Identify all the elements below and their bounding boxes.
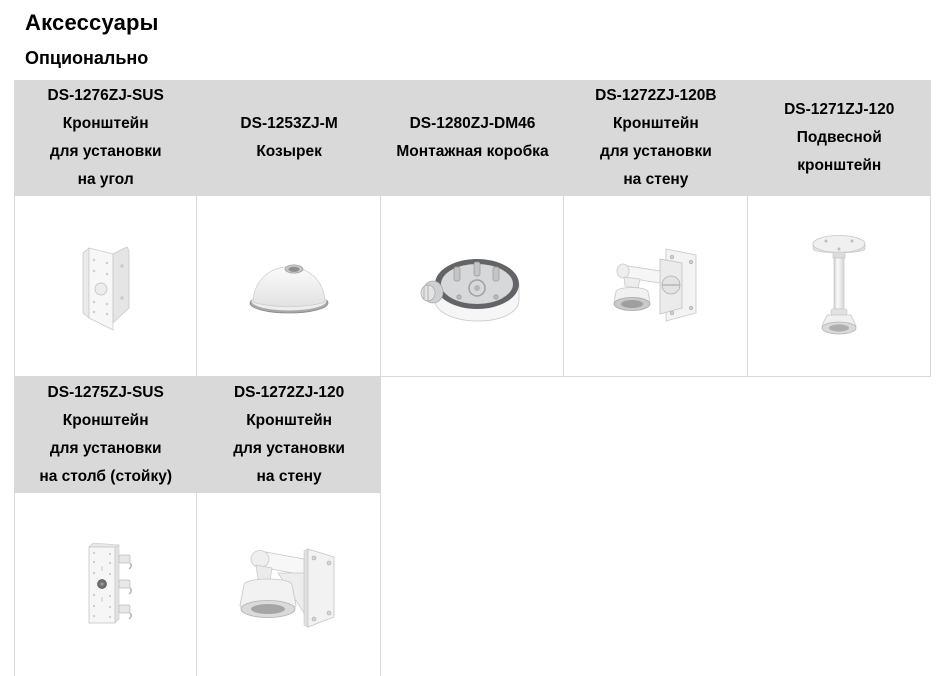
- image-row-1: [14, 196, 931, 377]
- accessory-desc-line: Козырек: [256, 143, 322, 160]
- accessory-desc-line: на угол: [77, 171, 134, 188]
- header-row-2: [14, 377, 381, 493]
- wall-mount-bracket-image: [234, 528, 344, 642]
- accessory-desc-line: на стену: [256, 468, 322, 485]
- product-image-cell: [197, 196, 380, 377]
- accessory-desc-line: Кронштейн: [62, 412, 149, 429]
- product-image-cell: [381, 196, 564, 377]
- accessory-model: DS-1275ZJ-SUS: [47, 384, 164, 401]
- product-image-cell: [748, 196, 931, 377]
- accessory-desc-line: кронштейн: [797, 157, 882, 174]
- accessory-desc-line: для установки: [599, 143, 712, 160]
- accessory-desc-line: Монтажная коробка: [396, 143, 549, 160]
- accessories-table: [14, 80, 931, 676]
- pendant-mount-image: [810, 231, 868, 341]
- accessory-model: DS-1276ZJ-SUS: [47, 87, 164, 104]
- accessory-desc-line: для установки: [49, 143, 162, 160]
- accessory-model: DS-1271ZJ-120: [784, 101, 895, 118]
- accessory-header-ds-1253zj-m: [197, 80, 380, 196]
- product-image-cell: [197, 493, 380, 676]
- accessory-header-ds-1276zj-sus: [14, 80, 197, 196]
- header-row-1: [14, 80, 931, 196]
- accessory-desc-line: Подвесной: [796, 129, 882, 146]
- accessory-model: DS-1272ZJ-120B: [595, 87, 717, 104]
- accessory-header-ds-1272zj-120b: [564, 80, 747, 196]
- product-image-cell: [14, 493, 197, 676]
- page-subtitle: Опционально: [25, 48, 149, 68]
- accessory-desc-line: Кронштейн: [62, 115, 149, 132]
- wall-mount-with-junction-box-image: [608, 235, 702, 337]
- accessory-model: DS-1272ZJ-120: [233, 384, 345, 401]
- accessory-desc-line: Кронштейн: [612, 115, 699, 132]
- junction-box-image: [417, 244, 527, 328]
- corner-mount-bracket-image: [77, 240, 135, 332]
- page-title: Аксессуары: [25, 10, 159, 35]
- rain-shade-image: [246, 255, 332, 317]
- accessory-desc-line: Кронштейн: [246, 412, 332, 429]
- accessory-desc-line: для установки: [49, 440, 162, 457]
- accessory-desc-line: на столб (стойку): [39, 468, 172, 485]
- product-image-cell: [564, 196, 747, 377]
- accessory-model: DS-1280ZJ-DM46: [409, 115, 536, 132]
- product-image-cell: [14, 196, 197, 377]
- accessory-header-ds-1275zj-sus: [14, 377, 197, 493]
- pole-mount-bracket-image: [77, 537, 135, 633]
- accessory-desc-line: на стену: [623, 171, 689, 188]
- accessory-desc-line: для установки: [233, 440, 345, 457]
- accessory-header-ds-1272zj-120: [197, 377, 380, 493]
- image-row-2: [14, 493, 381, 676]
- accessory-model: DS-1253ZJ-M: [240, 115, 338, 132]
- accessory-header-ds-1271zj-120: [748, 80, 931, 196]
- accessory-header-ds-1280zj-dm46: [381, 80, 564, 196]
